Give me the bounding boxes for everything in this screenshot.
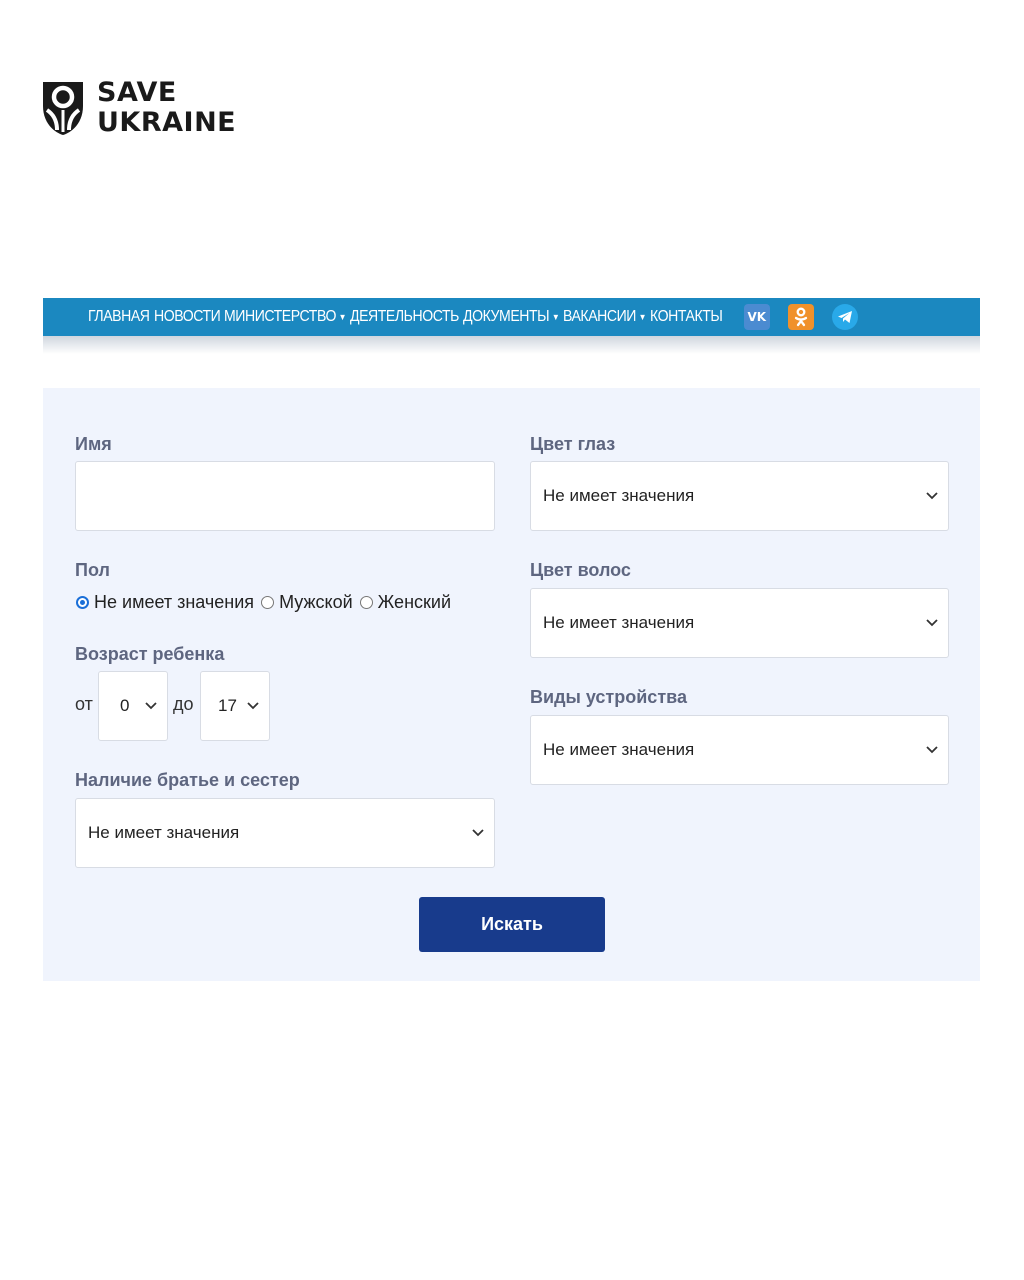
nav-item-label: ГЛАВНАЯ	[88, 308, 150, 325]
vk-icon[interactable]: VK	[744, 304, 770, 330]
nav-item-label: ВАКАНСИИ	[562, 308, 636, 325]
name-input[interactable]	[75, 461, 495, 531]
nav-item-6[interactable]	[650, 308, 722, 326]
caret-down-icon: ▼	[338, 312, 346, 322]
chevron-down-icon	[145, 702, 157, 710]
nav-item-0[interactable]	[88, 308, 151, 326]
age-from-select[interactable]	[98, 671, 168, 741]
chevron-down-icon	[926, 746, 938, 754]
siblings-value: Не имеет значения	[88, 823, 240, 842]
chevron-down-icon	[926, 492, 938, 500]
save-ukraine-logo[interactable]	[41, 78, 236, 138]
nav-item-3[interactable]	[349, 308, 459, 326]
gender-radio-group	[76, 592, 455, 613]
nav-item-label: ДЕЯТЕЛЬНОСТЬ	[349, 308, 459, 325]
social-links	[726, 304, 858, 330]
gender-radio-male[interactable]	[261, 596, 274, 609]
nav-item-label: КОНТАКТЫ	[649, 308, 723, 325]
age-to-value: 17	[218, 696, 237, 715]
nav-item-label: ДОКУМЕНТЫ	[463, 308, 550, 325]
nav-item-label: НОВОСТИ	[153, 308, 220, 325]
odnoklassniki-glyph	[794, 307, 808, 327]
hair-color-select[interactable]	[530, 588, 949, 658]
chevron-down-icon	[926, 619, 938, 627]
hair-color-value: Не имеет значения	[543, 613, 695, 632]
gender-option-any[interactable]: Не имеет значения	[94, 592, 255, 612]
chevron-down-icon	[472, 829, 484, 837]
siblings-label: Наличие братье и сестер	[75, 770, 300, 790]
nav-item-4[interactable]	[463, 308, 560, 326]
placement-label: Виды устройства	[530, 687, 687, 707]
siblings-select[interactable]	[75, 798, 495, 868]
shield-logo-icon	[41, 80, 85, 136]
telegram-icon[interactable]	[832, 304, 858, 330]
main-navbar	[43, 298, 980, 336]
nav-menu	[88, 308, 726, 326]
caret-down-icon: ▼	[551, 312, 560, 322]
search-button[interactable]: Искать	[419, 897, 605, 952]
age-from-label: от	[75, 694, 93, 714]
navbar-shadow	[43, 336, 980, 354]
gender-radio-female[interactable]	[360, 596, 373, 609]
search-form-panel	[43, 388, 980, 981]
logo-wordmark	[97, 78, 236, 138]
eye-color-value: Не имеет значения	[543, 486, 695, 505]
nav-item-5[interactable]	[563, 308, 645, 326]
nav-item-2[interactable]	[223, 308, 346, 326]
logo-line-1: SAVE	[97, 77, 177, 108]
nav-item-1[interactable]	[154, 308, 221, 326]
nav-item-label: МИНИСТЕРСТВО	[223, 308, 336, 325]
telegram-glyph	[837, 310, 853, 324]
eye-color-label: Цвет глаз	[530, 434, 616, 454]
name-label: Имя	[75, 434, 112, 454]
age-from-value: 0	[120, 696, 130, 715]
gender-radio-any[interactable]	[76, 596, 89, 609]
gender-option-female[interactable]: Женский	[377, 592, 451, 612]
placement-value: Не имеет значения	[543, 740, 695, 759]
age-to-label: до	[173, 694, 194, 714]
chevron-down-icon	[247, 702, 259, 710]
gender-option-male[interactable]: Мужской	[279, 592, 353, 612]
odnoklassniki-icon[interactable]	[788, 304, 814, 330]
age-label: Возраст ребенка	[75, 644, 225, 664]
hair-color-label: Цвет волос	[530, 560, 631, 580]
placement-select[interactable]	[530, 715, 949, 785]
age-to-select[interactable]	[200, 671, 270, 741]
eye-color-select[interactable]	[530, 461, 949, 531]
caret-down-icon: ▼	[638, 312, 646, 322]
logo-line-2: UKRAINE	[97, 107, 237, 138]
gender-label: Пол	[75, 560, 110, 580]
